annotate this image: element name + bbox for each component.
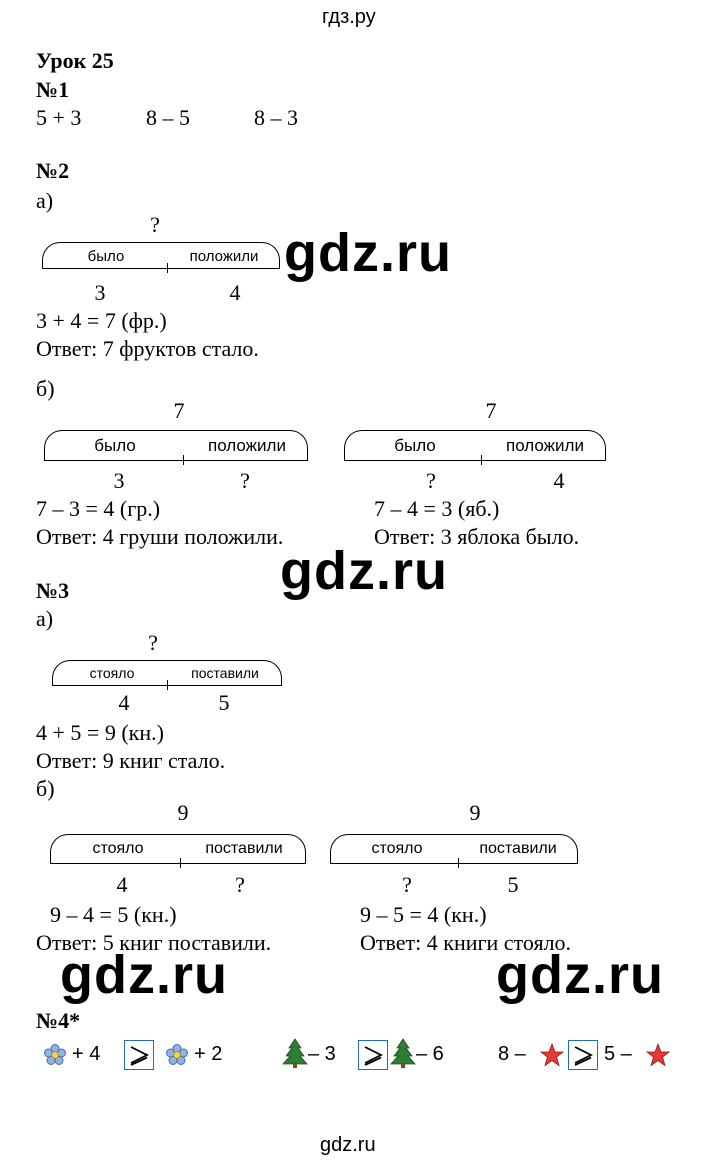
tree-icon <box>390 1038 416 1068</box>
greater-than-icon <box>128 1044 150 1066</box>
task2b-right-left-value: ? <box>426 468 436 493</box>
task3a-divider-tick <box>167 680 168 690</box>
task3b-left-total: 9 <box>177 800 189 825</box>
site-header: гдз.ру <box>322 6 376 28</box>
task2a-right-label: положили <box>189 248 259 265</box>
greater-than-icon <box>362 1044 384 1066</box>
task2b-left-left-label: было <box>94 436 136 455</box>
task2a-left-value: 3 <box>94 280 106 305</box>
site-footer: gdz.ru <box>320 1134 376 1156</box>
task2b-left-line <box>44 460 308 461</box>
task2a-equation: 3 + 4 = 7 (фр.) <box>36 308 167 333</box>
task4-item1-comparison-box <box>124 1040 154 1070</box>
task3a-equation: 4 + 5 = 9 (кн.) <box>36 720 164 745</box>
task2a-line <box>42 268 280 269</box>
task2b-left-answer: Ответ: 4 груши положили. <box>36 524 284 549</box>
task2b-right-line <box>344 460 606 461</box>
task2b-right-left-label: было <box>394 436 436 455</box>
task1-number: №1 <box>36 77 70 102</box>
task3b-right-equation: 9 – 5 = 4 (кн.) <box>360 902 487 927</box>
watermark: gdz.ru <box>496 945 664 1005</box>
task3b-left-divider-tick <box>180 858 181 868</box>
task3b-left-line <box>50 863 306 864</box>
task2b-right-answer: Ответ: 3 яблока было. <box>374 524 580 549</box>
task3b-right-divider-tick <box>458 858 459 868</box>
watermark: gdz.ru <box>60 945 228 1005</box>
task3b-left-answer: Ответ: 5 книг поставили. <box>36 930 272 955</box>
task3b-right-line <box>330 863 578 864</box>
task2-number: №2 <box>36 158 70 183</box>
task2a-left-label: было <box>87 248 125 265</box>
task2b-label: б) <box>36 376 55 401</box>
task2b-right-equation: 7 – 4 = 3 (яб.) <box>374 496 500 521</box>
task3b-right-left-label: стояло <box>371 840 423 857</box>
task4-item3-comparison-box <box>568 1040 598 1070</box>
lesson-title: Урок 25 <box>36 48 114 73</box>
task2b-right-divider-tick <box>481 455 482 465</box>
task3b-left-right-label: поставили <box>205 840 283 857</box>
task2b-left-divider-tick <box>183 455 184 465</box>
task2b-left-left-value: 3 <box>113 468 125 493</box>
task3b-left-equation: 9 – 4 = 5 (кн.) <box>50 902 177 927</box>
task4-item2-left-op: – 3 <box>308 1043 336 1065</box>
task4-item3-left-op: 8 – <box>498 1043 526 1065</box>
task4-item2-comparison-box <box>358 1040 388 1070</box>
task2b-left-total: 7 <box>173 398 185 423</box>
watermark: gdz.ru <box>284 223 452 283</box>
task4-item2-right-op: – 6 <box>416 1043 444 1065</box>
task3b-label: б) <box>36 776 55 801</box>
task3a-label: а) <box>36 606 54 631</box>
star-icon <box>646 1043 670 1067</box>
task1-expression-3: 8 – 3 <box>254 105 298 130</box>
task2a-answer: Ответ: 7 фруктов стало. <box>36 336 259 361</box>
task2a-divider-tick <box>167 263 168 273</box>
task3b-left-right-value: ? <box>235 872 245 897</box>
flower-icon <box>44 1044 66 1066</box>
task2a-label: а) <box>36 188 54 213</box>
task3b-left-left-value: 4 <box>116 872 128 897</box>
task3b-right-total: 9 <box>469 800 481 825</box>
task2b-right-total: 7 <box>485 398 497 423</box>
task1-expression-2: 8 – 5 <box>146 105 190 130</box>
task3a-left-label: стояло <box>89 665 135 681</box>
task3b-right-right-label: поставили <box>479 840 557 857</box>
task2a-total: ? <box>150 212 160 237</box>
tree-icon <box>282 1038 308 1068</box>
task3b-right-right-value: 5 <box>507 872 519 897</box>
task3b-left-left-label: стояло <box>92 840 144 857</box>
task2a-right-value: 4 <box>229 280 241 305</box>
task4-item1-right-op: + 2 <box>194 1043 223 1065</box>
task4-item3-right-op: 5 – <box>604 1043 632 1065</box>
task2b-right-right-label: положили <box>506 436 584 455</box>
task3-number: №3 <box>36 578 70 603</box>
task2b-right-right-value: 4 <box>553 468 565 493</box>
task2b-left-equation: 7 – 3 = 4 (гр.) <box>36 496 161 521</box>
greater-than-icon <box>572 1044 594 1066</box>
watermark: gdz.ru <box>280 541 448 601</box>
task3a-answer: Ответ: 9 книг стало. <box>36 748 226 773</box>
task2b-left-right-value: ? <box>240 468 250 493</box>
task3b-right-answer: Ответ: 4 книги стояло. <box>360 930 572 955</box>
task2b-left-right-label: положили <box>208 436 286 455</box>
task4-item1-left-op: + 4 <box>72 1043 101 1065</box>
task3a-right-label: поставили <box>191 665 259 681</box>
task4-number: №4* <box>36 1008 81 1033</box>
task3a-left-value: 4 <box>118 690 130 715</box>
task3b-right-left-value: ? <box>402 872 412 897</box>
flower-icon <box>166 1044 188 1066</box>
task1-expression-1: 5 + 3 <box>36 105 82 130</box>
task3a-total: ? <box>148 630 158 655</box>
star-icon <box>540 1043 564 1067</box>
task3a-right-value: 5 <box>218 690 230 715</box>
